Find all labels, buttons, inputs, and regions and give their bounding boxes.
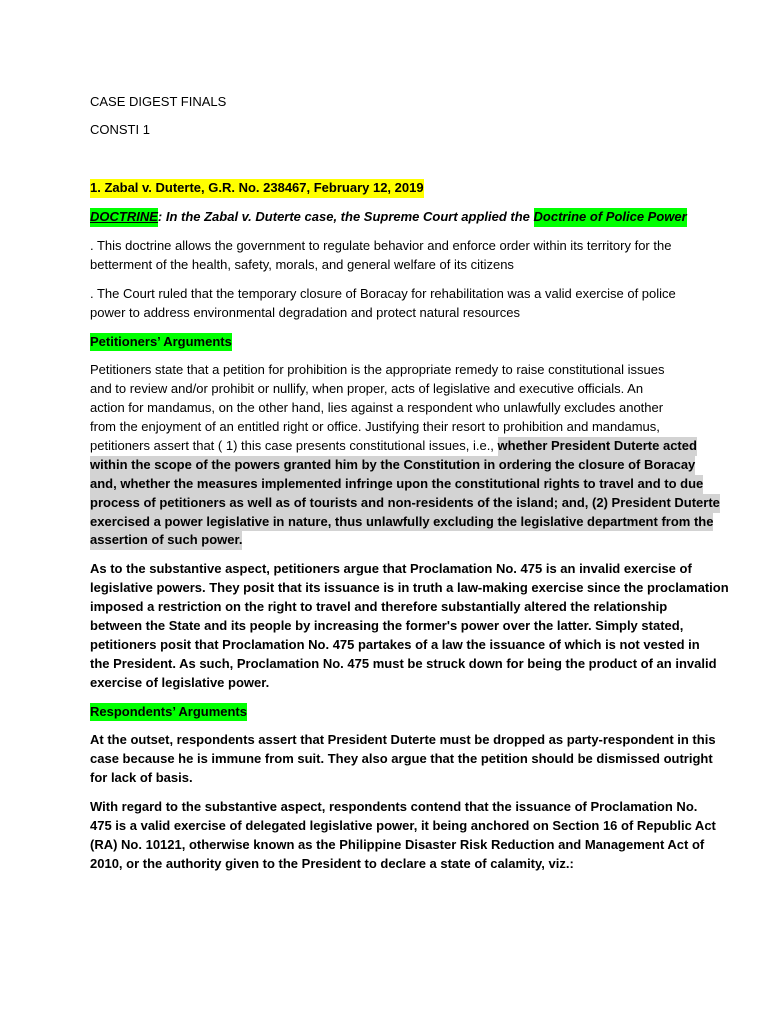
petitioners-remedies-argument	[90, 361, 768, 550]
text-line: petitioners posit that Proclamation No. 475 partakes of a law the issuance of which is not vested in	[90, 636, 700, 652]
issues-intro: petitioners assert that ( 1) this case presents constitutional issues, i.e.,	[90, 437, 494, 453]
case-title-text: 1. Zabal v. Duterte, G.R. No. 238467, February 12, 2019	[90, 179, 424, 198]
text-line: action for mandamus, on the other hand, lies against a respondent who unlawfully excludes another	[90, 400, 664, 416]
highlighted-text: and, whether the measures implemented infringe upon the constitutional rights to travel and to due	[90, 475, 703, 494]
highlighted-line	[90, 475, 768, 494]
doctrine-name: Doctrine of Police Power	[534, 208, 687, 227]
petitioners-substantive-argument	[90, 560, 768, 692]
text-line: At the outset, respondents assert that President Duterte must be dropped as party-respondent in this	[90, 732, 716, 748]
doctrine-note	[90, 237, 768, 275]
doctrine-statement	[90, 208, 768, 227]
doctrine-note	[90, 285, 768, 323]
doctrine-text: : In the Zabal v. Duterte case, the Supreme Court applied the	[157, 209, 530, 225]
highlighted-line	[90, 513, 768, 532]
text-line: power to address environmental degradation and protect natural resources	[90, 304, 520, 320]
petitioners-heading	[90, 333, 768, 352]
text-line: . The Court ruled that the temporary closure of Boracay for rehabilitation was a valid exercise of police	[90, 285, 676, 301]
text-line: . This doctrine allows the government to regulate behavior and enforce order within its territory for the	[90, 237, 672, 253]
text-line: 475 is a valid exercise of delegated legislative power, it being anchored on Section 16 of Republic Act	[90, 818, 716, 833]
text-line: (RA) No. 10121, otherwise known as the Philippine Disaster Risk Reduction and Management Act of	[90, 836, 705, 852]
highlighted-line	[90, 456, 768, 475]
doctrine-label: DOCTRINE	[90, 208, 158, 227]
text-line: imposed a restriction on the right to travel and therefore substantially altered the relationship	[90, 599, 668, 615]
respondents-heading	[90, 703, 768, 722]
highlighted-text: exercised a power legislative in nature, thus unlawfully excluding the legislative department from the	[90, 513, 713, 532]
text-line: exercise of legislative power.	[90, 674, 270, 690]
text-line: With regard to the substantive aspect, respondents contend that the issuance of Proclamation No.	[90, 799, 698, 815]
respondents-procedural-argument	[90, 731, 768, 788]
text-line: between the State and its people by increasing the former's power over the latter. Simply stated,	[90, 617, 684, 633]
text-line: Petitioners state that a petition for prohibition is the appropriate remedy to raise constitutional issues	[90, 362, 665, 378]
text-line: betterment of the health, safety, morals, and general welfare of its citizens	[90, 256, 514, 272]
highlighted-text: whether President Duterte acted	[498, 437, 697, 456]
highlighted-text: process of petitioners as well as of tourists and non-residents of the island; and, (2) President Duterte	[90, 494, 720, 513]
course-heading: CASE DIGEST FINALS	[90, 93, 227, 109]
case-title	[90, 179, 768, 198]
blank-line	[90, 150, 768, 169]
respondents-substantive-argument	[90, 798, 768, 874]
text-line: legislative powers. They posit that its issuance is in truth a law-making exercise since the proclamation	[90, 580, 729, 596]
text-line: from the enjoyment of an entitled right or office. Justifying their resort to prohibition and mandamus,	[90, 419, 660, 435]
respondents-heading-text: Respondents’ Arguments	[90, 703, 247, 722]
petitioners-heading-text: Petitioners’ Arguments	[90, 333, 232, 352]
highlighted-text: within the scope of the powers granted him by the Constitution in ordering the closure of Boracay	[90, 456, 695, 475]
text-line: the President. As such, Proclamation No. 475 must be struck down for being the product of an invalid	[90, 655, 717, 671]
highlighted-line	[90, 494, 768, 513]
highlighted-text: assertion of such power.	[90, 531, 242, 550]
subject-heading: CONSTI 1	[90, 122, 150, 138]
text-line: case because he is immune from suit. They also argue that the petition should be dismissed outright	[90, 751, 713, 767]
text-line: As to the substantive aspect, petitioners argue that Proclamation No. 475 is an invalid exercise of	[90, 561, 692, 577]
text-line	[90, 437, 768, 456]
text-line: and to review and/or prohibit or nullify, when proper, acts of legislative and executive officials. An	[90, 381, 644, 397]
text-line: for lack of basis.	[90, 770, 193, 786]
text-line: 2010, or the authority given to the President to declare a state of calamity, viz.:	[90, 855, 574, 871]
highlighted-line	[90, 531, 768, 550]
